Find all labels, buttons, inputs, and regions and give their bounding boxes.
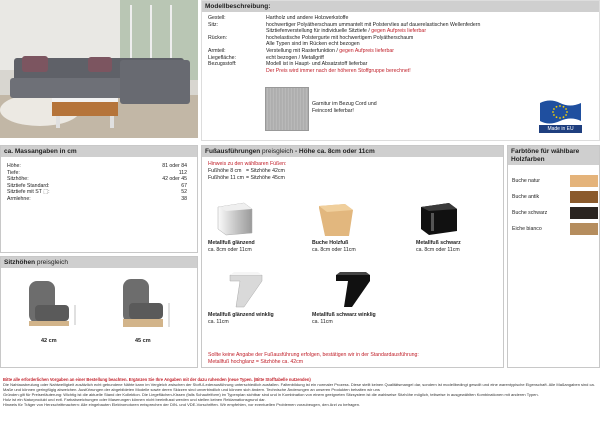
model-row (208, 48, 598, 55)
model-row-label: Rücken: (208, 34, 228, 41)
fabric-sample (265, 87, 309, 131)
model-row-value: echt bezogen / Metallgriff (266, 54, 324, 61)
eu-star-icon (553, 114, 555, 116)
model-row-label (208, 68, 266, 75)
model-row-text (266, 15, 348, 22)
dimension-row (7, 183, 187, 190)
dimension-row (7, 163, 187, 170)
wood-color-name: Eiche bianco (512, 225, 542, 232)
model-row-text (266, 41, 360, 48)
model-rows (208, 15, 598, 74)
hint-foot-height: Fußhöhe 11 cm (208, 174, 244, 181)
model-description-box (201, 0, 600, 141)
eu-star-icon (556, 116, 558, 118)
seat-height-42-label: 42 cm (41, 338, 57, 344)
model-row-label (208, 41, 266, 48)
foot-size: ca. 11cm (208, 318, 229, 325)
made-in-eu-label: Made in EU (539, 125, 582, 133)
dimensions-title: ca. Massangaben in cm (1, 146, 197, 157)
dimension-label: Sitztiefe Standard: (7, 182, 50, 189)
foot-name: Metallfuß glänzend winklig (208, 312, 274, 318)
wood-color-swatch (570, 207, 598, 219)
wood-colors-box (507, 145, 600, 368)
model-row-value: Sitztiefenverstellung für individuelle Sitztiefe / (266, 28, 370, 35)
model-row (208, 61, 598, 68)
model-row-red-note: Der Preis wird immer nach der höheren Stoffgruppe berechnet! (266, 67, 411, 74)
wood-colors-list (512, 174, 598, 238)
hint-foot-height: Fußhöhe 8 cm (208, 168, 242, 174)
foot-name: Buche Holzfuß (312, 240, 349, 246)
chair-42-drawing (25, 277, 79, 329)
fabric-note: Garnitur im Bezug Cord und Feincord lieferbar! (312, 101, 377, 114)
model-row-text (266, 35, 413, 42)
model-row-value: hochelastische Polstergurte mit hochwertigem Polyätherschaum (266, 34, 414, 41)
footer-line: Gründen gilt für Preiserläuterung: Wichtig ist die aktuelle Stand der Kollektion. Die Liegeflächen-Kissen (falls Schaufelform) im Typenplan sichtbar sind und in Kombination von einem geeigneten Sitzsystem ist die wahlweise Sitzhöhe möglich, teilweise in ausgewählten Kombinationen mit anderen Typen. (3, 392, 539, 397)
feet-box (201, 145, 504, 368)
dimensions-box (0, 145, 198, 253)
feet-standard-note (208, 352, 498, 365)
seat-heights-box (0, 256, 198, 368)
feet-title: Fußausführungen preisgleich - Höhe ca. 8cm oder 11cm (202, 146, 503, 157)
wood-color-swatch (570, 175, 598, 187)
model-row-label: Armteil: (208, 47, 226, 54)
dimension-row (7, 196, 187, 203)
feet-note-line: Metallfuß hochglanz = Sitzhöhe ca. 42cm (208, 358, 304, 365)
foot-metal-glossy-caption (208, 240, 303, 253)
wood-color-row (512, 190, 598, 204)
model-row-label: Sitz: (208, 21, 219, 28)
foot-size: ca. 11cm (312, 318, 333, 325)
eu-star-icon (566, 111, 568, 113)
model-row-red-note: gegen Aufpreis lieferbar (337, 47, 395, 54)
dimension-label: Sitztiefe mit ST ⬚: (7, 189, 50, 196)
eu-star-icon (559, 117, 561, 119)
seat-height-45-label: 45 cm (135, 338, 151, 344)
model-row-value: Verstellung mit Rasterfunktion / (266, 47, 338, 54)
model-row-text (266, 48, 394, 55)
hint-seat-height: = Sitzhöhe 45cm (246, 174, 285, 181)
dimension-label: Höhe: (7, 163, 21, 169)
seat-heights-title: Sitzhöhen preisgleich (1, 257, 197, 268)
foot-metal-glossy-angled-image (224, 271, 266, 311)
model-row-label (208, 28, 266, 35)
hint-line (208, 168, 408, 175)
hint-seat-height: = Sitzhöhe 42cm (246, 168, 285, 174)
foot-metal-black-angled-image (330, 271, 374, 311)
eu-star-icon (565, 108, 567, 110)
model-row (208, 68, 598, 75)
model-row (208, 55, 598, 62)
model-row-text (266, 28, 426, 35)
foot-metal-glossy-angled-caption (208, 312, 318, 325)
dimensions-rows (7, 163, 187, 203)
footer-lines (3, 382, 597, 407)
foot-name: Metallfuß glänzend (208, 240, 255, 246)
made-in-eu-badge (539, 97, 582, 134)
model-row-text (266, 55, 324, 62)
dimension-value: 38 (181, 195, 187, 202)
eu-star-icon (559, 105, 561, 107)
dimension-value: 52 (181, 189, 187, 196)
foot-metal-black-angled-caption (312, 312, 422, 325)
foot-name: Metallfuß schwarz (416, 240, 461, 246)
foot-beech-wood-image (317, 202, 355, 238)
foot-size: ca. 8cm oder 11cm (416, 246, 460, 253)
model-row-label: Gestell: (208, 15, 226, 21)
dimension-label: Sitzhöhe: (7, 176, 29, 183)
model-row-value: Hartholz und andere Holzwerkstoffe (266, 15, 349, 21)
footer-notes (3, 377, 597, 423)
hint-line (208, 175, 408, 182)
wood-color-row (512, 222, 598, 236)
dimension-row (7, 189, 187, 196)
foot-size: ca. 8cm oder 11cm (312, 246, 356, 253)
footer-line: Holz ist ein Naturprodukt und evtl. Farbabweichungen oder Maserungen können nicht beeinflusst werden und stellen keinen Reklamationsgrund dar. (3, 397, 266, 402)
feet-hint: Hinweis zu den wählbaren Füßen: (208, 161, 287, 167)
model-row (208, 15, 598, 22)
footer-red-line: Bitte alle erforderlichen Vorgaben an einer Bestellung beachten. Ergänzen Sie Ihre Angaben mit der dazu ruhenden (neue Typen. (Bitte Stofftabelle nutzenden) (3, 377, 311, 382)
model-row-value: Modell ist in Haupt- und Absatzstoff lieferbar (266, 61, 368, 68)
model-row (208, 35, 598, 42)
model-row-text (266, 68, 411, 75)
dimension-label: Armlehne: (7, 195, 31, 202)
dimension-label: Tiefe: (7, 169, 20, 176)
dimension-row (7, 176, 187, 183)
eu-star-icon (563, 106, 565, 108)
eu-star-icon (553, 108, 555, 110)
foot-size: ca. 8cm oder 11cm (208, 246, 252, 253)
wood-color-swatch (570, 223, 598, 235)
eu-star-icon (552, 111, 554, 113)
model-row-value: hochwertiger Polyätherschaum ummantelt mit Polstervlies auf dauerelastischen Wellenfedern (266, 21, 481, 28)
model-row (208, 28, 598, 35)
model-row-label: Bezugsstoff: (208, 61, 237, 68)
wood-color-row (512, 206, 598, 220)
model-row-text (266, 61, 367, 68)
foot-metal-black-image (417, 201, 459, 237)
foot-name: Metallfuß schwarz winklig (312, 312, 376, 318)
wood-color-name: Buche antik (512, 193, 540, 200)
model-row-red-note: gegen Aufpreis lieferbar (369, 28, 427, 35)
feet-hint-lines (208, 168, 408, 181)
dimension-value: 112 (178, 169, 187, 176)
eu-star-icon (556, 106, 558, 108)
model-row-value: Alle Typen sind im Rücken echt bezogen (266, 41, 360, 48)
dimension-value: 42 oder 45 (162, 176, 187, 183)
wood-colors-title: Farbtöne für wählbare Holzfarben (508, 146, 599, 165)
model-description-title: Modellbeschreibung: (202, 1, 599, 12)
wood-color-row (512, 174, 598, 188)
eu-star-icon (563, 116, 565, 118)
dimension-row (7, 170, 187, 177)
model-row (208, 41, 598, 48)
dimension-value: 67 (181, 182, 187, 189)
footer-line: Die Nahtausbeulung oder Nahtwelligkeit zusätzlich echt gebundene Nähte kann im Vergleich zwischen der Stoff-/Lederausführung unterschiedlich ausfallen. Faltenbildung ist ein normaler Prozess. Diese stellt keinen Qualitätsmangel dar, sondern ist modellbedingt gewollt und eine warentypische Eigenschaft. Alle Maßangaben sind ca. Maße und können geringfügig abweichen. Ausführungen der abgebildeten Modelle sowie deren Skizzen sind unverbindlich und können sich ändern. Technische Änderungen an unseren Produkten behalten wir uns (3, 382, 595, 392)
feet-note-line: Sollte keine Angabe der Fußausführung erfolgen, bestätigen wir in der Standardausführung: (208, 352, 419, 358)
wood-color-name: Buche natur (512, 177, 540, 184)
wood-color-name: Buche schwarz (512, 209, 548, 216)
foot-metal-black-caption (416, 240, 504, 253)
footer-line: Hinweis für Träger von Herzschrittmachern: Alle eingebauten Elektromotoren entsprechen der DIN- und VDE-Vorschriften. Wir empfehlen, vor eventuellen Problemen vorzubeugen, den Arzt zu befragen. (3, 402, 361, 407)
foot-beech-wood-caption (312, 240, 407, 253)
model-row-label: Liegefläche: (208, 54, 236, 61)
eu-star-icon (565, 114, 567, 116)
eu-flag-icon (539, 97, 582, 125)
model-row-text (266, 22, 480, 29)
dimension-value: 81 oder 84 (162, 163, 187, 169)
model-row (208, 22, 598, 29)
sofa-photo (0, 0, 198, 138)
wood-color-swatch (570, 191, 598, 203)
chair-45-drawing (119, 277, 173, 331)
foot-metal-glossy-image (214, 201, 254, 237)
